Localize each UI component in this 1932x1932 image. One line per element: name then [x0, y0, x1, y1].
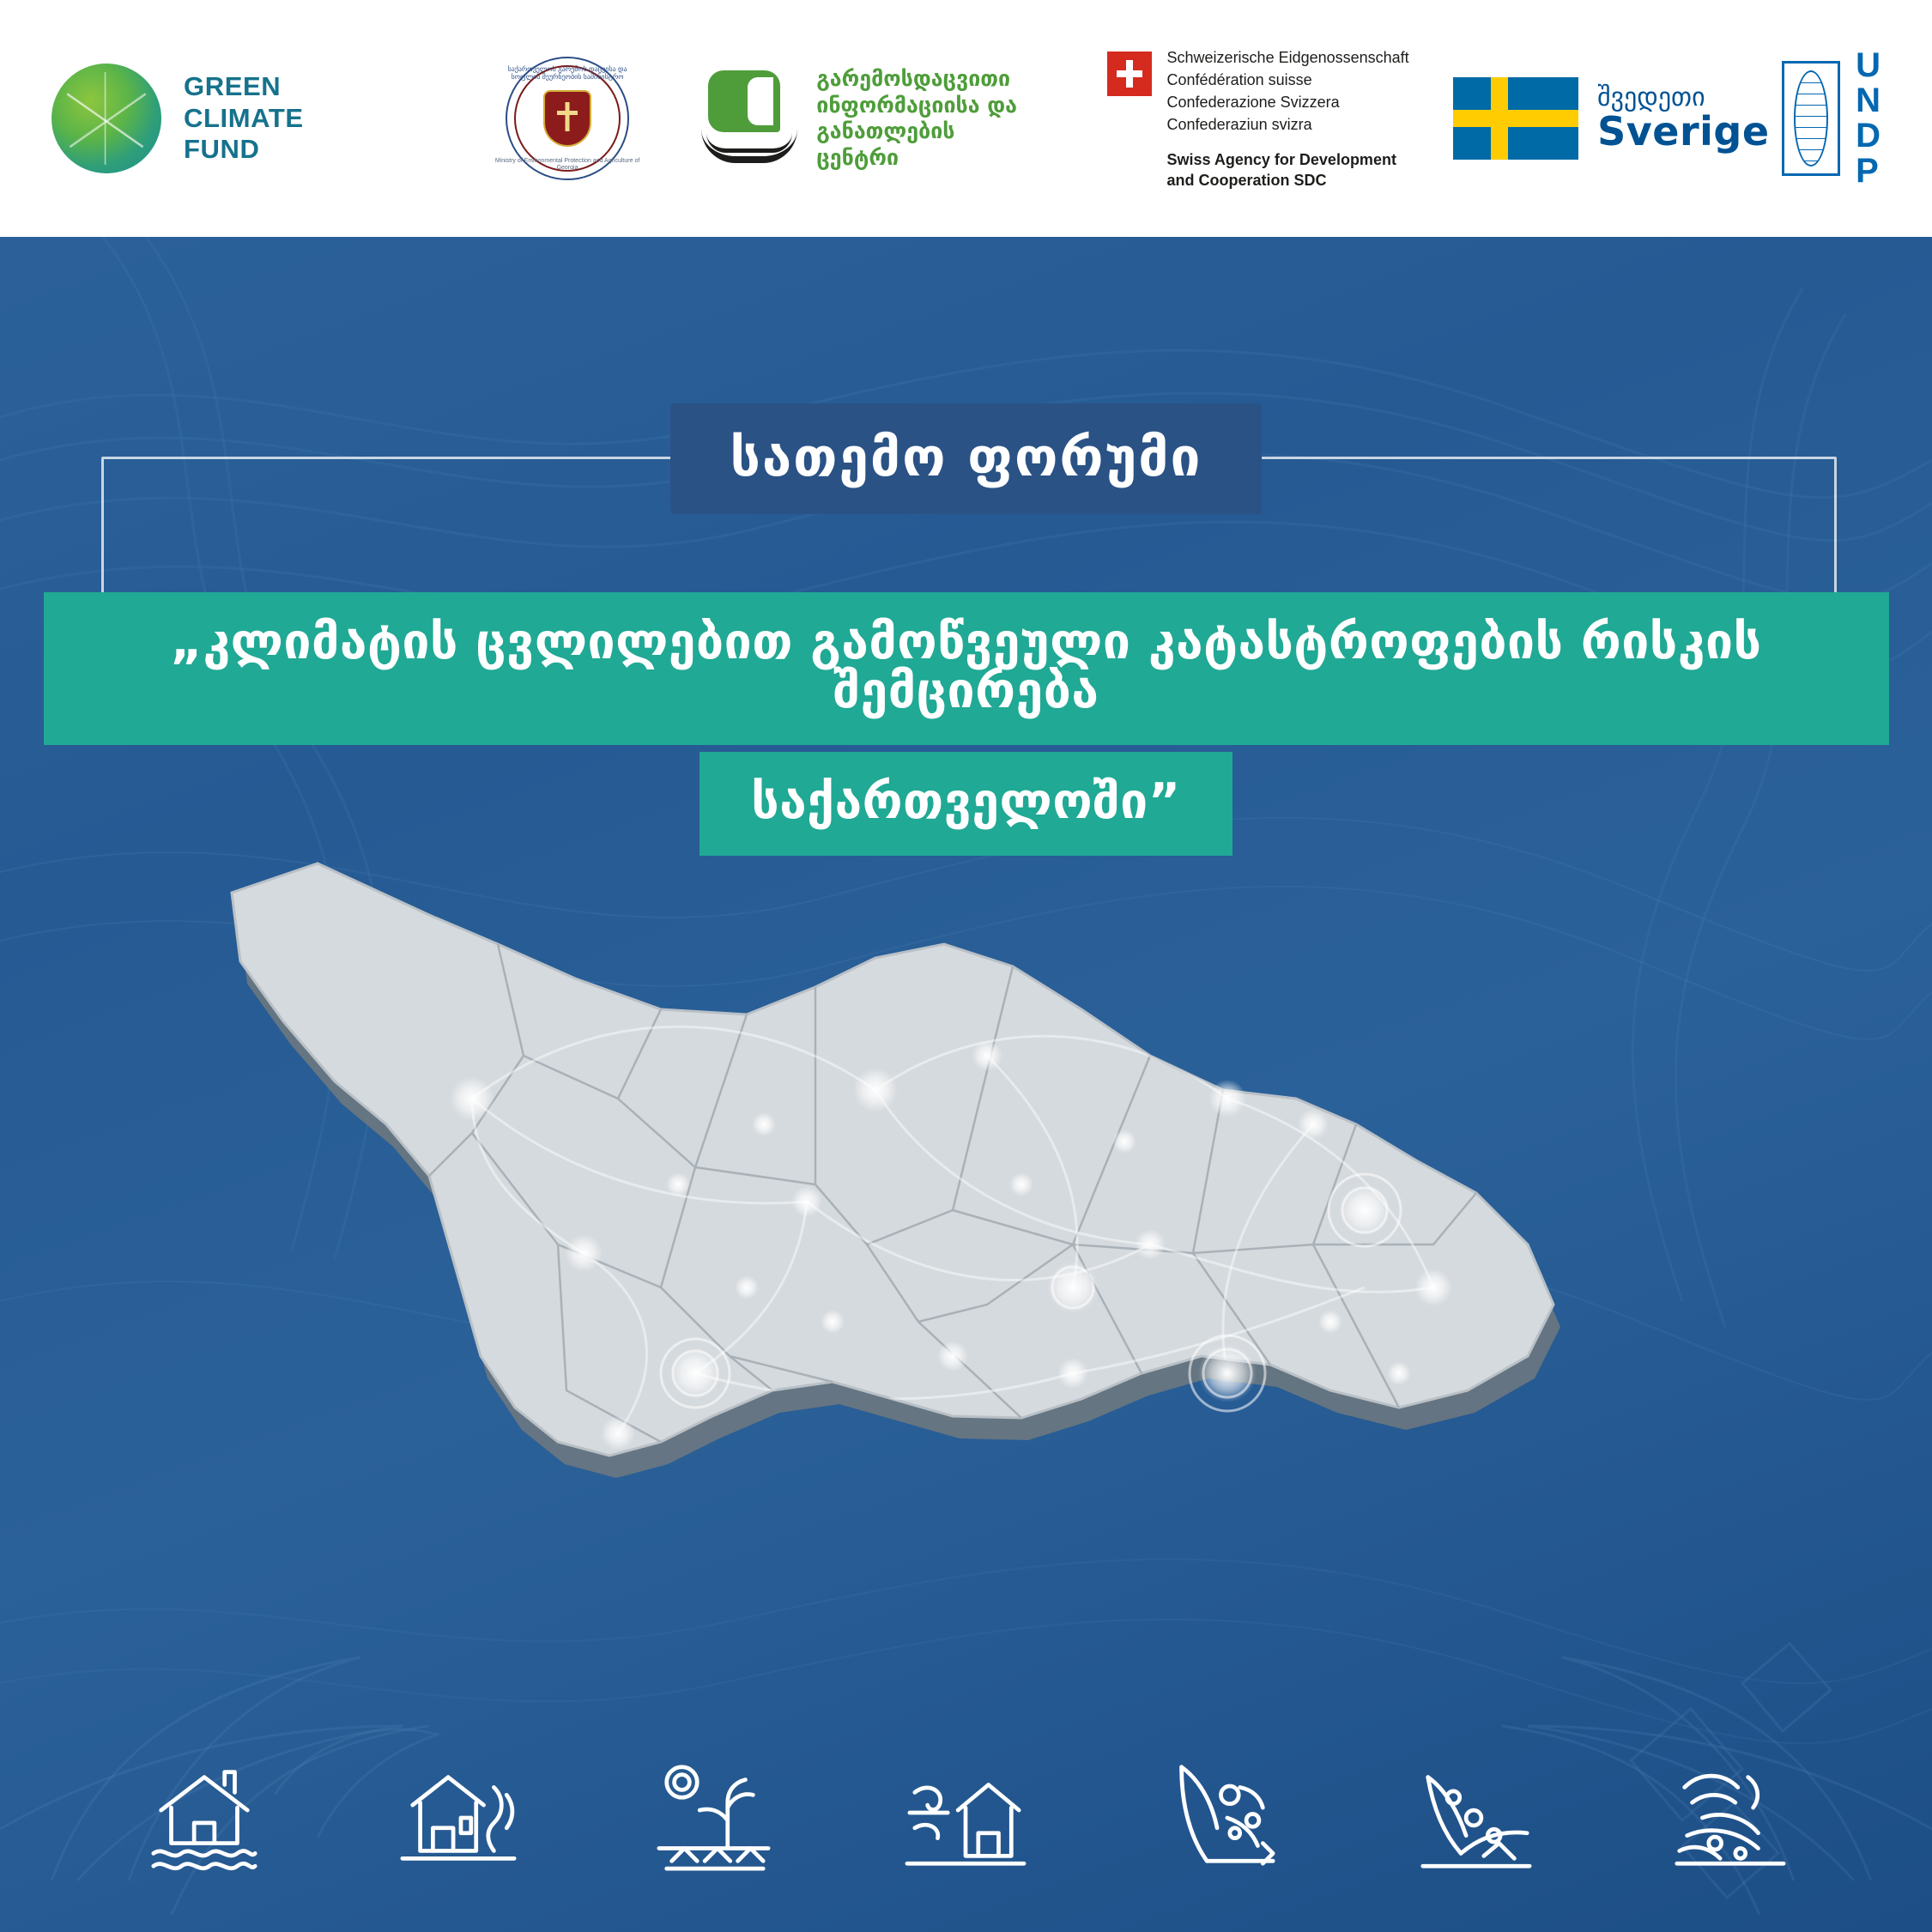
- landslide-icon: [1409, 1751, 1538, 1880]
- logo-swiss-cooperation: [1075, 0, 1441, 237]
- partner-logo-strip: [0, 0, 1932, 237]
- logo-ministry-of-environment: [433, 0, 701, 237]
- hazard-icon-row: [0, 1738, 1932, 1893]
- sweden-label: შვედეთი Sverige: [1597, 82, 1770, 154]
- logo-environmental-information-centre: [701, 0, 1075, 237]
- logo-sweden: [1441, 0, 1783, 237]
- information-centre-icon: [701, 70, 802, 167]
- undp-label: U N D P: [1856, 46, 1881, 190]
- storm-damaged-house-icon: [394, 1751, 523, 1880]
- title-line-1: „კლიმატის ცვლილებით გამოწვეული კატასტროფების რისკის შემცირება: [44, 592, 1889, 745]
- poster-title: [44, 592, 1889, 856]
- information-centre-label: გარემოსდაცვითი ინფორმაციისა და განათლების ცენტრი: [816, 66, 1018, 170]
- swiss-flag-icon: [1107, 51, 1152, 96]
- logo-undp: [1782, 0, 1932, 237]
- sweden-flag-icon: [1453, 77, 1578, 160]
- green-climate-fund-label: GREEN CLIMATE FUND: [184, 71, 304, 165]
- seal-shield-icon: [545, 92, 590, 145]
- title-line-2: საქართველოში”: [700, 752, 1232, 856]
- book-shape: [701, 127, 797, 163]
- forum-badge: სათემო ფორუმი: [670, 403, 1263, 514]
- leaf-shape: [708, 70, 780, 132]
- wind-and-house-icon: [901, 1751, 1030, 1880]
- green-climate-fund-icon: [51, 64, 161, 173]
- ministry-seal-icon: [494, 58, 640, 179]
- swiss-cooperation-label: Schweizerische Eidgenossenschaft Confédération suisse Confederazione Svizzera Confederaziun svizra Swiss Agency for Development and Cooperation SDC: [1166, 48, 1409, 190]
- map-landmass: [232, 863, 1553, 1456]
- globe-shape: [1794, 70, 1828, 167]
- map-of-georgia: [215, 841, 1708, 1717]
- avalanche-icon: [1155, 1751, 1284, 1880]
- flooded-house-icon: [140, 1751, 269, 1880]
- undp-globe-icon: [1782, 61, 1840, 176]
- ministry-caption-en: Ministry of Environmental Protection and Agriculture of Georgia: [494, 157, 640, 171]
- mudflow-icon: [1663, 1751, 1792, 1880]
- ministry-caption-ka: საქართველოს გარემოს დაცვისა და სოფლის მეურნეობის სამინისტრო: [507, 65, 627, 82]
- logo-green-climate-fund: [0, 0, 433, 237]
- drought-cracked-ground-icon: [648, 1751, 777, 1880]
